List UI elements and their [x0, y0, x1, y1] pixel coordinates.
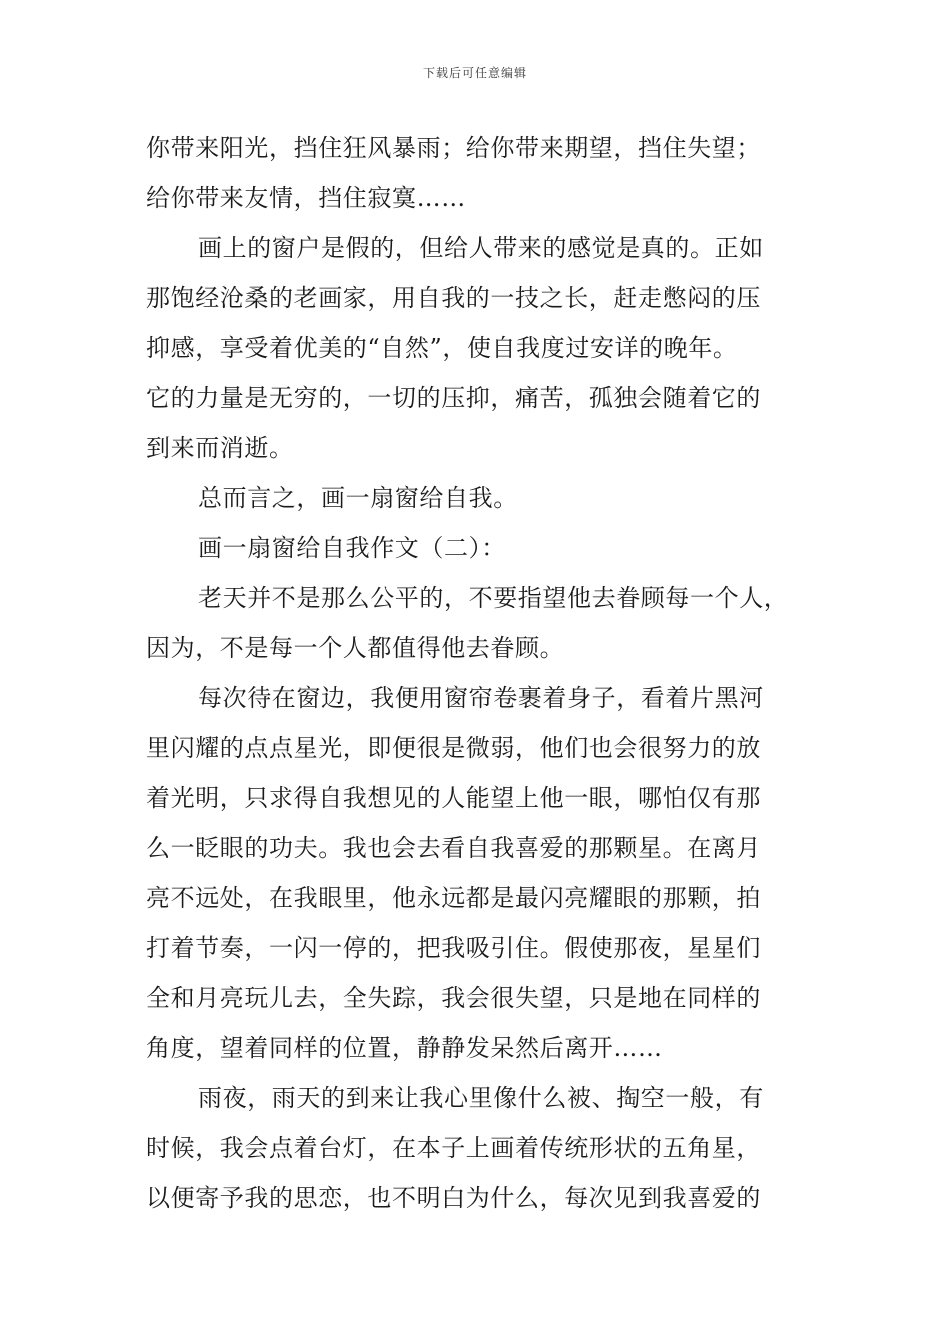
text-line: 全和月亮玩儿去，全失踪，我会很失望，只是地在同样的 — [146, 984, 761, 1012]
text-line: 么一眨眼的功夫。我也会去看自我喜爱的那颗星。在离月 — [146, 834, 761, 862]
paragraph-start-line: 画上的窗户是假的，但给人带来的感觉是真的。正如 — [198, 234, 764, 262]
text-line: 你带来阳光，挡住狂风暴雨；给你带来期望，挡住失望； — [146, 134, 761, 162]
text-line: 那饱经沧桑的老画家，用自我的一技之长，赶走憋闷的压 — [146, 284, 761, 312]
text-line: 给你带来友情，挡住寂寞…… — [146, 184, 466, 212]
text-line: 时候，我会点着台灯，在本子上画着传统形状的五角星， — [146, 1134, 761, 1162]
text-line: 里闪耀的点点星光，即便很是微弱，他们也会很努力的放 — [146, 734, 761, 762]
text-line: 以便寄予我的思恋，也不明白为什么，每次见到我喜爱的 — [146, 1184, 761, 1212]
paragraph-start-line: 总而言之，画一扇窗给自我。 — [198, 484, 518, 512]
text-line: 打着节奏，一闪一停的，把我吸引住。假使那夜，星星们 — [146, 934, 761, 962]
section-title: 画一扇窗给自我作文（二）： — [198, 534, 506, 562]
page-header: 下载后可任意编辑 — [422, 66, 527, 80]
text-line: 它的力量是无穷的，一切的压抑，痛苦，孤独会随着它的 — [146, 384, 761, 412]
text-line: 因为，不是每一个人都值得他去眷顾。 — [146, 634, 565, 662]
text-line: 抑感，享受着优美的“自然”，使自我度过安详的晚年。 — [146, 334, 738, 362]
text-line: 角度，望着同样的位置，静静发呆然后离开…… — [146, 1034, 663, 1062]
text-line: 着光明，只求得自我想见的人能望上他一眼，哪怕仅有那 — [146, 784, 761, 812]
paragraph-start-line: 雨夜，雨天的到来让我心里像什么被、掏空一般，有 — [198, 1084, 764, 1112]
text-line: 到来而消逝。 — [146, 434, 294, 462]
paragraph-start-line: 每次待在窗边，我便用窗帘卷裹着身子，看着片黑河 — [198, 684, 764, 712]
paragraph-start-line: 老天并不是那么公平的，不要指望他去眷顾每一个人， — [198, 584, 789, 612]
text-line: 亮不远处，在我眼里，他永远都是最闪亮耀眼的那颗，拍 — [146, 884, 761, 912]
